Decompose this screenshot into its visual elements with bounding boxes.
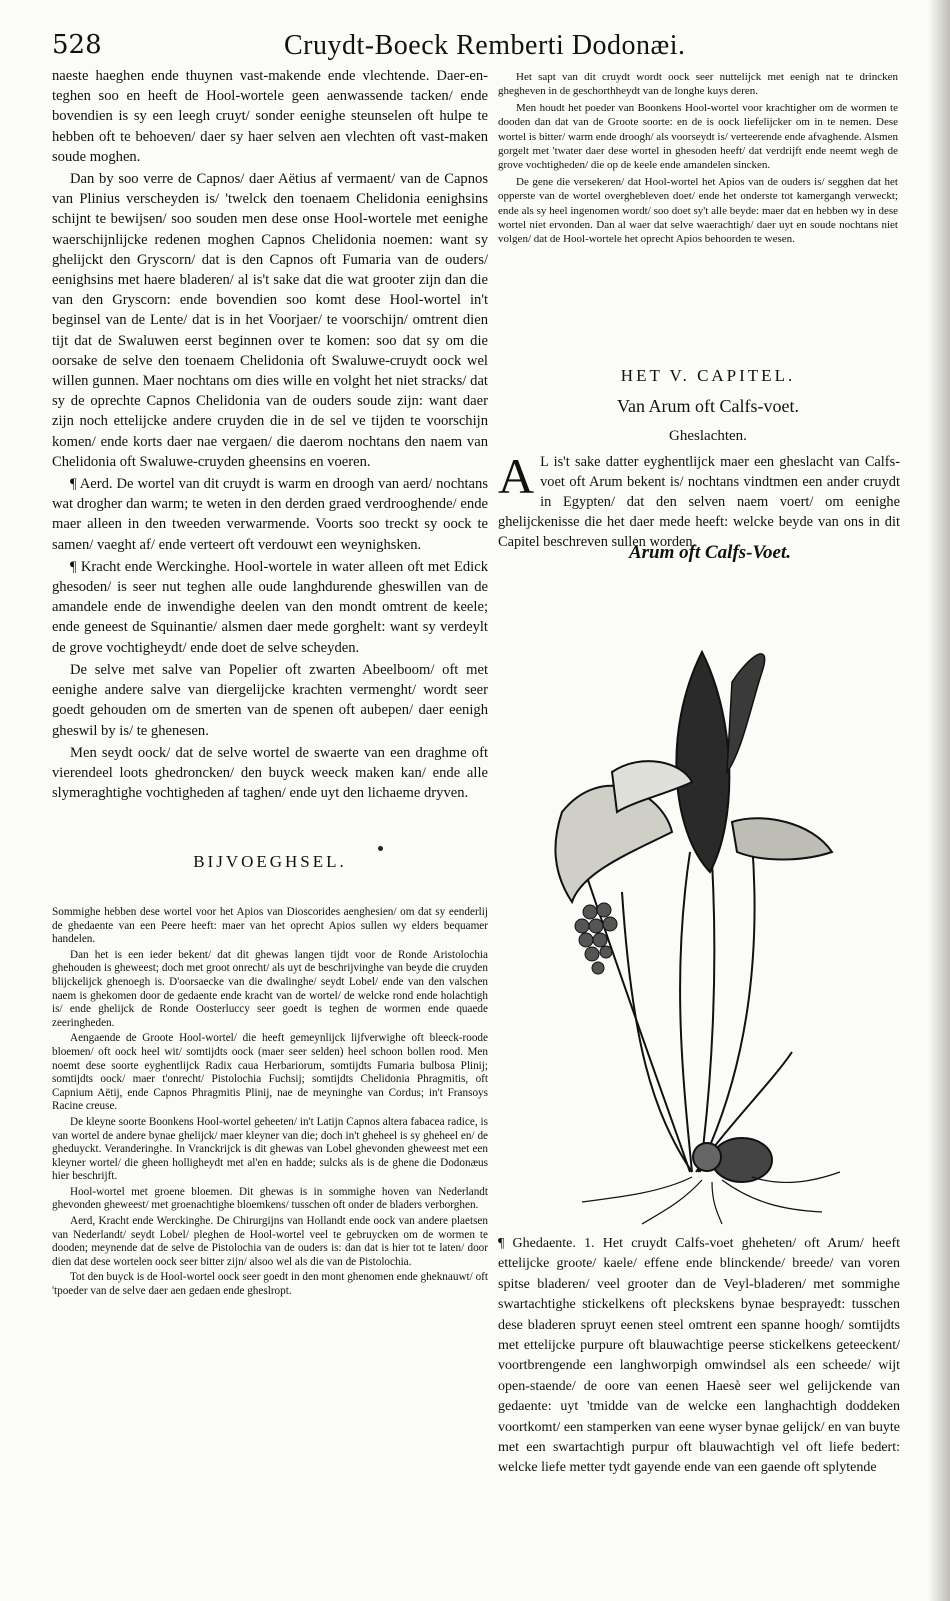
paragraph: Aerd, Kracht ende Werckinghe. De Chirurgijns van Hollandt ende oock van andere plaetsen van Nederlandt/ seydt Lobel/ pleghen de Hool-wortel veel te gebruycken om de wormen te dooden; meynende dat de selve de Pistolochia van de ouders is: dan dat is hier tot te laten/ door dien dat dese wortelen oock seer bitter zijn/ alsoo wel als die van de Pistolochia. [52, 1215, 488, 1268]
paragraph: Men seydt oock/ dat de selve wortel de swaerte van een draghme oft vierendeel loots ghedroncken/ den buyck weeck maken kan/ ende alle slymeraghtighe vochtigheden af taghen/ ende uyt den lichaeme dryven. [52, 744, 488, 802]
paragraph: Dan by soo verre de Capnos/ daer Aëtius af vermaent/ van de Capnos van Plinius verscheyden is/ 'twelck den toenaem Chelidonia eenighsins schijnt te bewijsen/ soo souden men dese onse Hool-wortele met eenighe waerschijnlijcke redenen moghen Capnos Chelidonia noemen: want sy ghelijckt den Gryscorn/ dat is den Capnos oft Fumaria van de ouders/ eenighsins met haere bladeren/ al is't sake dat die wat grooter zijn dan die van den Gryscorn: ende bovendien soo komt dese Hool-wortel in't beginsel van de Lente/ dat is in het Voorjaer/ te voorschijn/ omtrent dien tijt dat de Swaluwen eerst beginnen over te komen: soo dat sy om die oorsake de selve den toenaem Chelidonia oft Swaluwe-cruydt oock wel willen gunnen. Maer nochtans om dies wille en volght het niet stracks/ dat sy de oprechte Capnos Chelidonia van de ouders soude zijn: want daer zijn noch ettelijcke andere cruyden die in de sel ve tijden te voorschijn komen/ ende korts daer nae vergaen/ die daerom nochtans den naem van Chelidonia oft Swaluwe-cruyden gheensins en voeren. [52, 171, 488, 470]
paragraph: Tot den buyck is de Hool-wortel oock seer goedt in den mont ghenomen ende gheknauwt/ oft 'tpoeder van de selve daer aen gedaen ende gheslropt. [52, 1271, 488, 1298]
paragraph: naeste haeghen ende thuynen vast-makende ende vlechtende. Daer-en-teghen soo en heeft de Hool-wortele geen aenwassende tacken/ ende bovendien is sy een leegh cruyt/ sonder eenighe steunselen oft hulpe te hebben oft te behoeven/ daer sy haer selven aen vlechten oft vast-maken soude moghen. [52, 68, 488, 165]
paragraph: ¶ Ghedaente. 1. Het cruydt Calfs-voet gheheten/ oft Arum/ heeft ettelijcke groote/ kaele/ effene ende blinckende/ breede/ van voren spitse bladeren/ veel grooter dan de Veyl-bladeren/ met sommighe swartachtighe stickelkens oft pleckskens bynae besprayedt: tusschen dese bladeren spruyt eenen steel omtrent een spanne hoogh/ somtijdts met ettelijcke purpure oft blauwachtige peerse stickelkens geteeckent/ voortbrengende een langhworpigh omwindsel als een scheede/ wijt open-staende/ de oore van eenen Haesè seer wel gelijckende van gedaente: uyt 'tmidde van de welcke een langhachtigh doddeken voortkomt/ een stamperken van eene wyser bynae gelijck/ en van buyte met een swartachtigh purpur oft blauwachtigh vel oft liefe bedert: welcke liefe metter tydt gayende ende van een gaende oft splytende [498, 1236, 900, 1476]
paragraph: ¶ Aerd. De wortel van dit cruydt is warm en droogh van aerd/ nochtans wat drogher dan warm; te weten in den derden graed verdrooghende/ ende maer alleen in den tweeden verwarmende. Voorts soo treckt sy oock te samen/ vaeght af/ ende verteert oft verdouwt een weynighsken. [52, 476, 488, 553]
paragraph: Men houdt het poeder van Boonkens Hool-wortel voor krachtigher om de wormen te dooden dan dat van de Groote soorte: en de is oock liefelijcker om in te nemen. Dese wortel is bitter/ warm ende droogh/ als voorseydt is/ verteerende ende afvaghende. Alsmen gorgelt met 'twater daer dese wortel in ghesoden heeft/ dat verdrijft ende neemt wegh de grove vochtigheden/ die op de keele ende amandelen sincken. [498, 101, 898, 172]
paragraph: Aengaende de Groote Hool-wortel/ die heeft gemeynlijck lijfverwighe oft bleeck-roode bloemen/ oft oock heel wit/ somtijdts oock (maer seer selden) heel schoon bollen rood. Men noemt dese soorte eyghentlijck Radix caua Herbariorum, somtijdts Fumaria bulbosa Plinij; somtijdts oock/ maer t'onrecht/ Pistolochia Fuchsij; somtijdts Chelidonia Phragmitis, oft Capnium Aëtij, ende Capnos Phragmitis Plinij, nae de meyninghe van Cordus; in't Fransoys Racine creuse. [52, 1032, 488, 1113]
page-header [52, 30, 912, 70]
right-column-top-text [498, 70, 898, 249]
ornament-dot [378, 846, 383, 851]
paragraph: De gene die versekeren/ dat Hool-wortel het Apios van de ouders is/ segghen dat het opperste van de wortel overghebleven doet/ ende het onderste tot kamergangh verweckt; ende als sy heel ingenomen wordt/ soo doet sy't alle beyde: maer dat en hebben wy in dese wortel niet ervonden. Dan al waer dat selve waerachtigh/ daer uyt en soude nochtans niet volgen/ dat de Hool-wortele het oprecht Apios behoorden te wesen. [498, 175, 898, 246]
paragraph: ¶ Kracht ende Werckinghe. Hool-wortele in water alleen oft met Edick ghesoden/ is seer nut teghen alle oude langhdurende gheswillen van de amandele ende de inwendighe deelen van den mondt omtrent de keele; ende geneest de Squinantie/ alsmen daer mede gorghelt: want sy verdeylt de grove vochtigheydt/ ende doet de selve scheyden. [52, 558, 488, 656]
page-edge-shadow [928, 0, 950, 1601]
figure-caption: Arum oft Calfs-Voet. [628, 542, 792, 563]
bijvoeghsel-heading: BIJVOEGHSEL. [193, 852, 347, 871]
paragraph: Hool-wortel met groene bloemen. Dit ghewas is in sommighe hoven van Nederlandt ghevonden gheweest/ met groenachtighe bloemkens/ tusschen oft onder de bladers verborghen. [52, 1185, 488, 1212]
chapter-title: Van Arum oft Calfs-voet. [617, 396, 799, 416]
drop-cap: A [498, 448, 535, 504]
section-subheading: Gheslachten. [669, 428, 747, 444]
intro-text: L is't sake datter eyghentlijck maer een gheslacht van Calfs-voet oft Arum bekent is/ nochtans vindtmen een ander cruydt in Egypten/ dat den selven naem voert/ om eenighe ghelijckenisse die het daer mede heeft: welcke beyde van ons in dit Capitel beschreven sullen worden. [498, 454, 900, 550]
paragraph: De kleyne soorte Boonkens Hool-wortel geheeten/ in't Latijn Capnos altera fabacea radice, is van wortel de andere bynae ghelijck/ maer kleyner van die; doch in't gheheel is sy gheheel en/ de gheduyckt. Veranderinghe. In Vranckrijck is dit ghewas van Lobel ghevonden gheweest met een kleyner wortel/ die gheen holligheydt met al'en en hadde; sulcks als is de ghene die Dodonæus hier beschrijft. [52, 1115, 488, 1183]
bijvoeghsel-text [52, 906, 488, 1301]
page-number: 528 [52, 30, 102, 60]
chapter-number: HET V. CAPITEL. [620, 366, 796, 385]
left-column-text [52, 66, 488, 805]
running-title: Cruydt-Boeck Remberti Dodonæi. [284, 30, 686, 61]
chapter-intro [498, 448, 900, 552]
right-column-bottom-text [498, 1234, 900, 1481]
paragraph: Dan het is een ieder bekent/ dat dit ghewas langen tijdt voor de Ronde Aristolochia ghehouden is gheweest; doch met groot onrecht/ als uyt de beschrijvinghe van beyde die cruyden blijckelijck ghenoegh is. D'oorsaecke van die dwalinghe/ seydt Lobel/ ende van den valschen naem is ghekomen door de gedaente ende kracht van de wortel/ de welcke rond ende holachtigh is/ ende ghelijck de Ronde Oosterluccy seer goedt is teghen de wormen ende quaede zeeringheden. [52, 948, 488, 1029]
paragraph: Sommighe hebben dese wortel voor het Apios van Dioscorides aenghesien/ om dat sy eenderlij de ghedaente van een Peere heeft: maer van het oprecht Apios sullen wy elders bequamer handelen. [52, 906, 488, 946]
paragraph: De selve met salve van Popelier oft zwarten Abeelboom/ oft met eenighe andere salve van diergelijcke krachten vermenght/ wordt seer goedt gehouden om de smerten van de spenen oft aubepen/ daer eenigh gheswil by is/ te ghenesen. [52, 661, 488, 739]
arum-plant-illustration [522, 612, 842, 1226]
paragraph: Het sapt van dit cruydt wordt oock seer nuttelijck met eenigh nat te drincken ghegheven in de geschorthheydt van de longhe kuys deren. [498, 71, 898, 98]
